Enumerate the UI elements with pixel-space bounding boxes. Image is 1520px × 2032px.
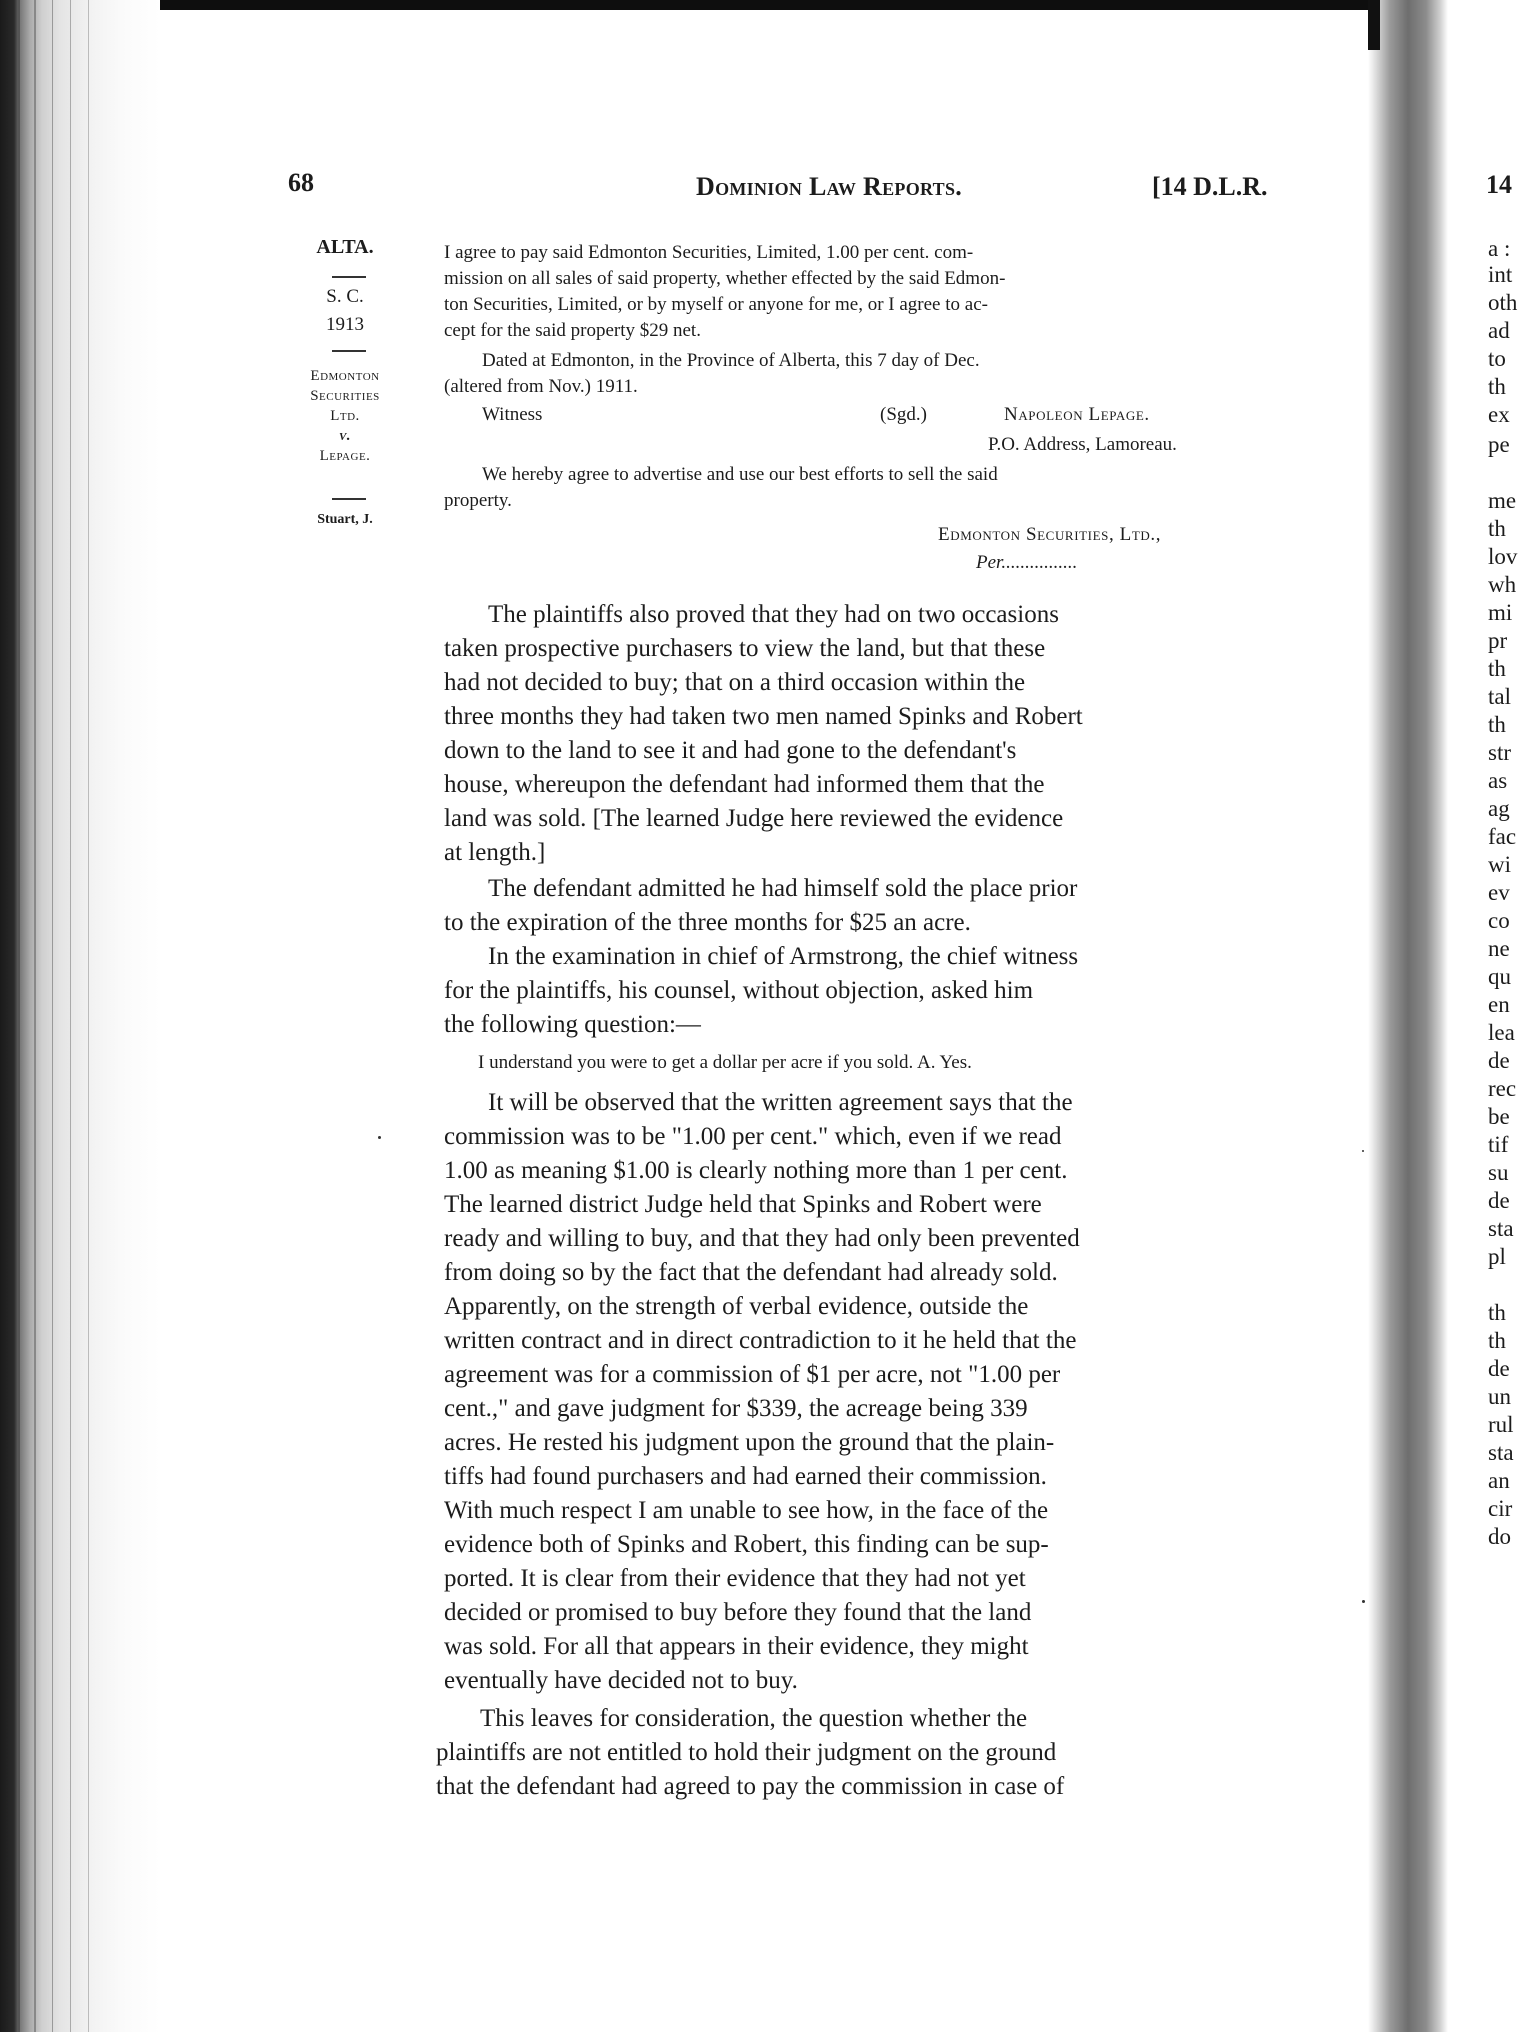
next-page-line: sta	[1488, 1216, 1514, 1241]
next-page-line: rec	[1488, 1076, 1517, 1101]
next-page-line: ev	[1488, 880, 1510, 905]
next-page-line: tal	[1488, 684, 1511, 709]
next-page-line: co	[1488, 908, 1510, 933]
body-line: for the plaintiffs, his counsel, without objection, asked him	[444, 977, 1034, 1004]
agreement-line: cept for the said property $29 net.	[444, 320, 701, 341]
next-page-line: pr	[1488, 628, 1508, 653]
next-page-line: tif	[1488, 1132, 1509, 1157]
body-line: from doing so by the fact that the defendant had already sold.	[444, 1259, 1058, 1286]
book-left-edge	[0, 0, 160, 2032]
next-page-line: pe	[1488, 432, 1510, 457]
next-page-line: pl	[1488, 1244, 1506, 1269]
per-line: Per................	[976, 552, 1078, 573]
company-signature: Edmonton Securities, Ltd.,	[938, 524, 1162, 545]
body-line: acres. He rested his judgment upon the ground that the plain-	[444, 1429, 1055, 1456]
body-line: With much respect I am unable to see how, in the face of the	[444, 1497, 1049, 1524]
body-line: written contract and in direct contradiction to it he held that the	[444, 1327, 1077, 1354]
body-line: Apparently, on the strength of verbal evidence, outside the	[444, 1293, 1029, 1320]
next-page-line: rul	[1488, 1412, 1514, 1437]
quoted-question: I understand you were to get a dollar per acre if you sold. A. Yes.	[478, 1052, 972, 1073]
agreement-line: ton Securities, Limited, or by myself or anyone for me, or I agree to ac-	[444, 294, 988, 315]
next-page-line: wi	[1488, 852, 1511, 877]
signatory-address: P.O. Address, Lamoreau.	[988, 434, 1177, 455]
next-page-line: int	[1488, 262, 1513, 287]
page-edge-line	[18, 0, 20, 2032]
next-page-line: a :	[1488, 236, 1511, 261]
next-page-line: to	[1488, 346, 1506, 371]
body-line: plaintiffs are not entitled to hold their judgment on the ground	[436, 1739, 1057, 1766]
signed-label: (Sgd.)	[880, 404, 927, 425]
agreement-date-line: Dated at Edmonton, in the Province of Alberta, this 7 day of Dec.	[482, 350, 980, 371]
body-line: The plaintiffs also proved that they had on two occasions	[488, 601, 1059, 628]
agreement-date-line: (altered from Nov.) 1911.	[444, 376, 638, 397]
witness-label: Witness	[482, 404, 543, 425]
body-line: had not decided to buy; that on a third occasion within the	[444, 669, 1026, 696]
body-line: In the examination in chief of Armstrong, the chief witness	[488, 943, 1079, 970]
scan-top-border	[0, 0, 1520, 10]
next-page-line: de	[1488, 1048, 1510, 1073]
next-page-line: ag	[1488, 796, 1510, 821]
next-page-line: lea	[1488, 1020, 1515, 1045]
body-line: the following question:—	[444, 1011, 701, 1038]
book-gutter	[1368, 0, 1448, 2032]
margin-court: S. C.	[326, 286, 364, 307]
running-title: Dominion Law Reports.	[696, 172, 963, 201]
body-line: to the expiration of the three months for $25 an acre.	[444, 909, 971, 936]
body-line: ported. It is clear from their evidence that they had not yet	[444, 1565, 1026, 1592]
margin-party-name: Lepage.	[319, 448, 371, 464]
margin-year: 1913	[326, 314, 364, 335]
body-line: that the defendant had agreed to pay the commission in case of	[436, 1773, 1065, 1800]
scan-speck	[378, 1136, 381, 1139]
page-edge-line	[88, 0, 89, 2032]
body-line: This leaves for consideration, the question whether the	[480, 1705, 1028, 1732]
next-page-line: th	[1488, 656, 1506, 681]
next-page-line: ne	[1488, 936, 1510, 961]
body-line: commission was to be "1.00 per cent." which, even if we read	[444, 1123, 1062, 1150]
body-line: agreement was for a commission of $1 per acre, not "1.00 per	[444, 1361, 1061, 1388]
next-page-line: th	[1488, 516, 1506, 541]
signatory-name: Napoleon Lepage.	[1004, 404, 1150, 425]
page-edge-line	[70, 0, 71, 2032]
next-page-line: de	[1488, 1188, 1510, 1213]
body-line: evidence both of Spinks and Robert, this finding can be sup-	[444, 1531, 1049, 1558]
margin-rule	[332, 276, 366, 278]
body-line: The learned district Judge held that Spinks and Robert were	[444, 1191, 1042, 1218]
body-line: house, whereupon the defendant had informed them that the	[444, 771, 1045, 798]
promise-line: We hereby agree to advertise and use our best efforts to sell the said	[482, 464, 998, 485]
body-line: at length.]	[444, 839, 546, 866]
body-line: three months they had taken two men named Spinks and Robert	[444, 703, 1083, 730]
next-page-line: ex	[1488, 402, 1510, 427]
body-line: taken prospective purchasers to view the land, but that these	[444, 635, 1046, 662]
next-page-line: ad	[1488, 318, 1510, 343]
body-line: ready and willing to buy, and that they had only been prevented	[444, 1225, 1080, 1252]
margin-party-name: Securities	[310, 388, 380, 404]
page-edge-line	[52, 0, 53, 2032]
next-page-line: th	[1488, 374, 1506, 399]
page-edge-line	[34, 0, 36, 2032]
margin-versus: v.	[338, 428, 352, 444]
body-line: land was sold. [The learned Judge here reviewed the evidence	[444, 805, 1064, 832]
margin-judge: Stuart, J.	[317, 512, 373, 527]
body-line: decided or promised to buy before they found that the land	[444, 1599, 1032, 1626]
body-line: eventually have decided not to buy.	[444, 1667, 798, 1694]
margin-rule	[332, 498, 366, 500]
next-page-line: cir	[1488, 1496, 1513, 1521]
next-page-line: an	[1488, 1468, 1510, 1493]
next-page-line: oth	[1488, 290, 1518, 315]
volume-reference: [14 D.L.R.	[1152, 172, 1268, 201]
next-page-line: de	[1488, 1356, 1510, 1381]
body-line: was sold. For all that appears in their evidence, they might	[444, 1633, 1029, 1660]
agreement-line: I agree to pay said Edmonton Securities, Limited, 1.00 per cent. com-	[444, 242, 974, 263]
margin-rule	[332, 350, 366, 352]
next-page-line: en	[1488, 992, 1510, 1017]
next-page-line: fac	[1488, 824, 1517, 849]
next-page-fragment	[1448, 0, 1520, 2032]
gutter-shadow	[1368, 0, 1380, 50]
next-page-line: as	[1488, 768, 1508, 793]
promise-line: property.	[444, 490, 512, 511]
next-page-line: lov	[1488, 544, 1518, 569]
margin-province: ALTA.	[316, 236, 374, 258]
next-page-line: wh	[1488, 572, 1517, 597]
scan-speck	[1362, 1150, 1364, 1152]
next-page-line: str	[1488, 740, 1511, 765]
next-page-line: qu	[1488, 964, 1511, 989]
body-line: The defendant admitted he had himself sold the place prior	[488, 875, 1078, 902]
next-page-line: sta	[1488, 1440, 1514, 1465]
agreement-line: mission on all sales of said property, whether effected by the said Edmon-	[444, 268, 1006, 289]
next-page-line: th	[1488, 712, 1506, 737]
next-page-line: be	[1488, 1104, 1510, 1129]
margin-party-name: Edmonton	[310, 368, 380, 384]
margin-party-name: Ltd.	[330, 408, 360, 424]
next-page-line: mi	[1488, 600, 1513, 625]
next-page-line: th	[1488, 1300, 1506, 1325]
body-line: 1.00 as meaning $1.00 is clearly nothing more than 1 per cent.	[444, 1157, 1068, 1184]
scan-speck	[1362, 1600, 1365, 1603]
next-page-line: un	[1488, 1384, 1511, 1409]
body-line: down to the land to see it and had gone to the defendant's	[444, 737, 1017, 764]
page-number: 68	[288, 168, 314, 197]
next-page-line: me	[1488, 488, 1517, 513]
next-page-line: do	[1488, 1524, 1511, 1549]
body-line: tiffs had found purchasers and had earned their commission.	[444, 1463, 1047, 1490]
next-page-line: th	[1488, 1328, 1506, 1353]
next-page-line: su	[1488, 1160, 1509, 1185]
body-line: It will be observed that the written agreement says that the	[488, 1089, 1073, 1116]
body-line: cent.," and gave judgment for $339, the acreage being 339	[444, 1395, 1028, 1422]
next-page-number: 14	[1486, 170, 1512, 199]
